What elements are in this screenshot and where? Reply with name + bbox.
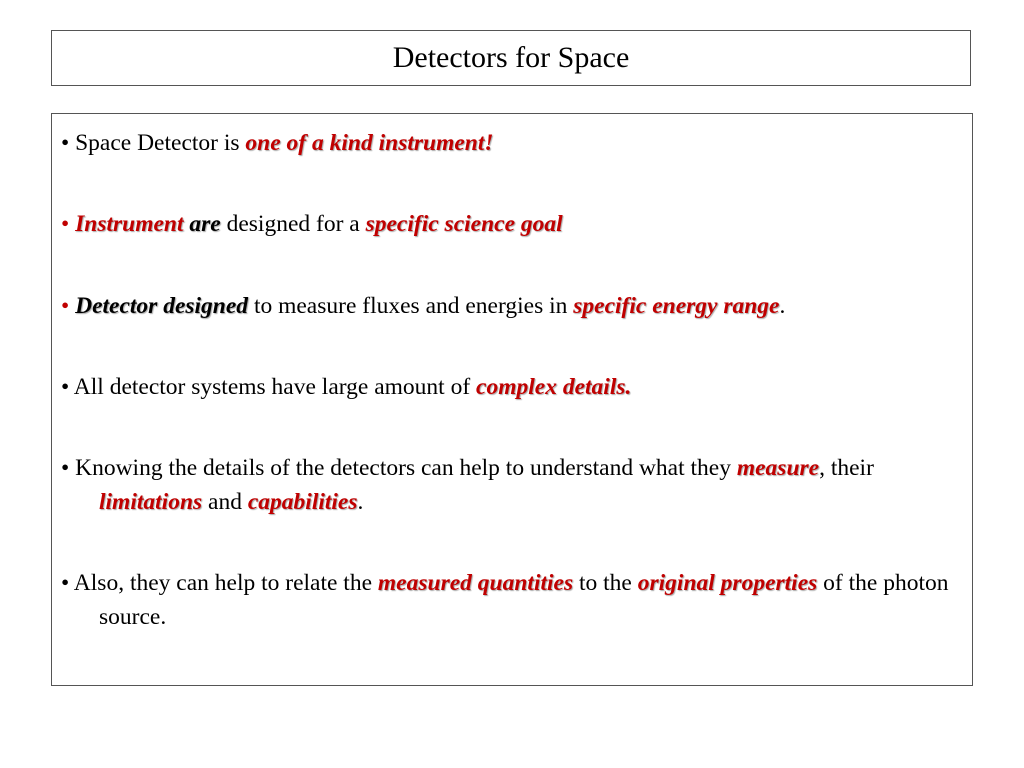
bullet-emphasis: specific energy range <box>573 293 780 319</box>
bullet-dot: • <box>61 293 76 319</box>
bullet-emphasis: capabilities <box>247 489 358 515</box>
bullet-item-4 <box>61 370 979 404</box>
bullet-emphasis: complex details. <box>476 374 632 400</box>
bullet-emphasis: measured quantities <box>377 570 574 596</box>
bullet-text: • All detector systems have large amount of <box>61 374 477 400</box>
bullet-text: • Knowing the details of the detectors can help to understand what they <box>61 455 737 481</box>
bullet-text: , their <box>819 455 874 481</box>
bullet-item-3 <box>61 289 979 323</box>
bullet-emphasis: limitations <box>99 489 203 515</box>
bullet-text: and <box>202 489 248 515</box>
bullet-item-1 <box>61 126 979 160</box>
slide-title-box <box>51 30 971 86</box>
bullet-item-2 <box>61 207 979 241</box>
bullet-text: of the photon source. <box>99 570 949 630</box>
bullet-text: . <box>357 489 364 515</box>
bullet-text: . <box>779 293 786 319</box>
bullet-text: • Space Detector is <box>61 130 246 156</box>
slide-content-box <box>51 113 973 686</box>
bullet-dot: • <box>61 211 76 237</box>
bullet-emphasis: one of a kind instrument! <box>245 130 494 156</box>
bullet-item-5 <box>61 451 979 519</box>
bullet-text: • Also, they can help to relate the <box>61 570 378 596</box>
bullet-emphasis: original properties <box>637 570 818 596</box>
bullet-item-6 <box>61 566 979 634</box>
bullet-text: to measure fluxes and energies in <box>248 293 574 319</box>
bullet-emphasis-black: are <box>183 211 221 237</box>
slide-title: Detectors for Space <box>392 41 630 74</box>
bullet-emphasis-black: Detector designed <box>75 293 249 319</box>
bullet-emphasis: Instrument <box>75 211 184 237</box>
bullet-text: designed for a <box>220 211 366 237</box>
bullet-text: to the <box>573 570 638 596</box>
bullet-emphasis: measure <box>736 455 820 481</box>
bullet-emphasis: specific science goal <box>365 211 563 237</box>
